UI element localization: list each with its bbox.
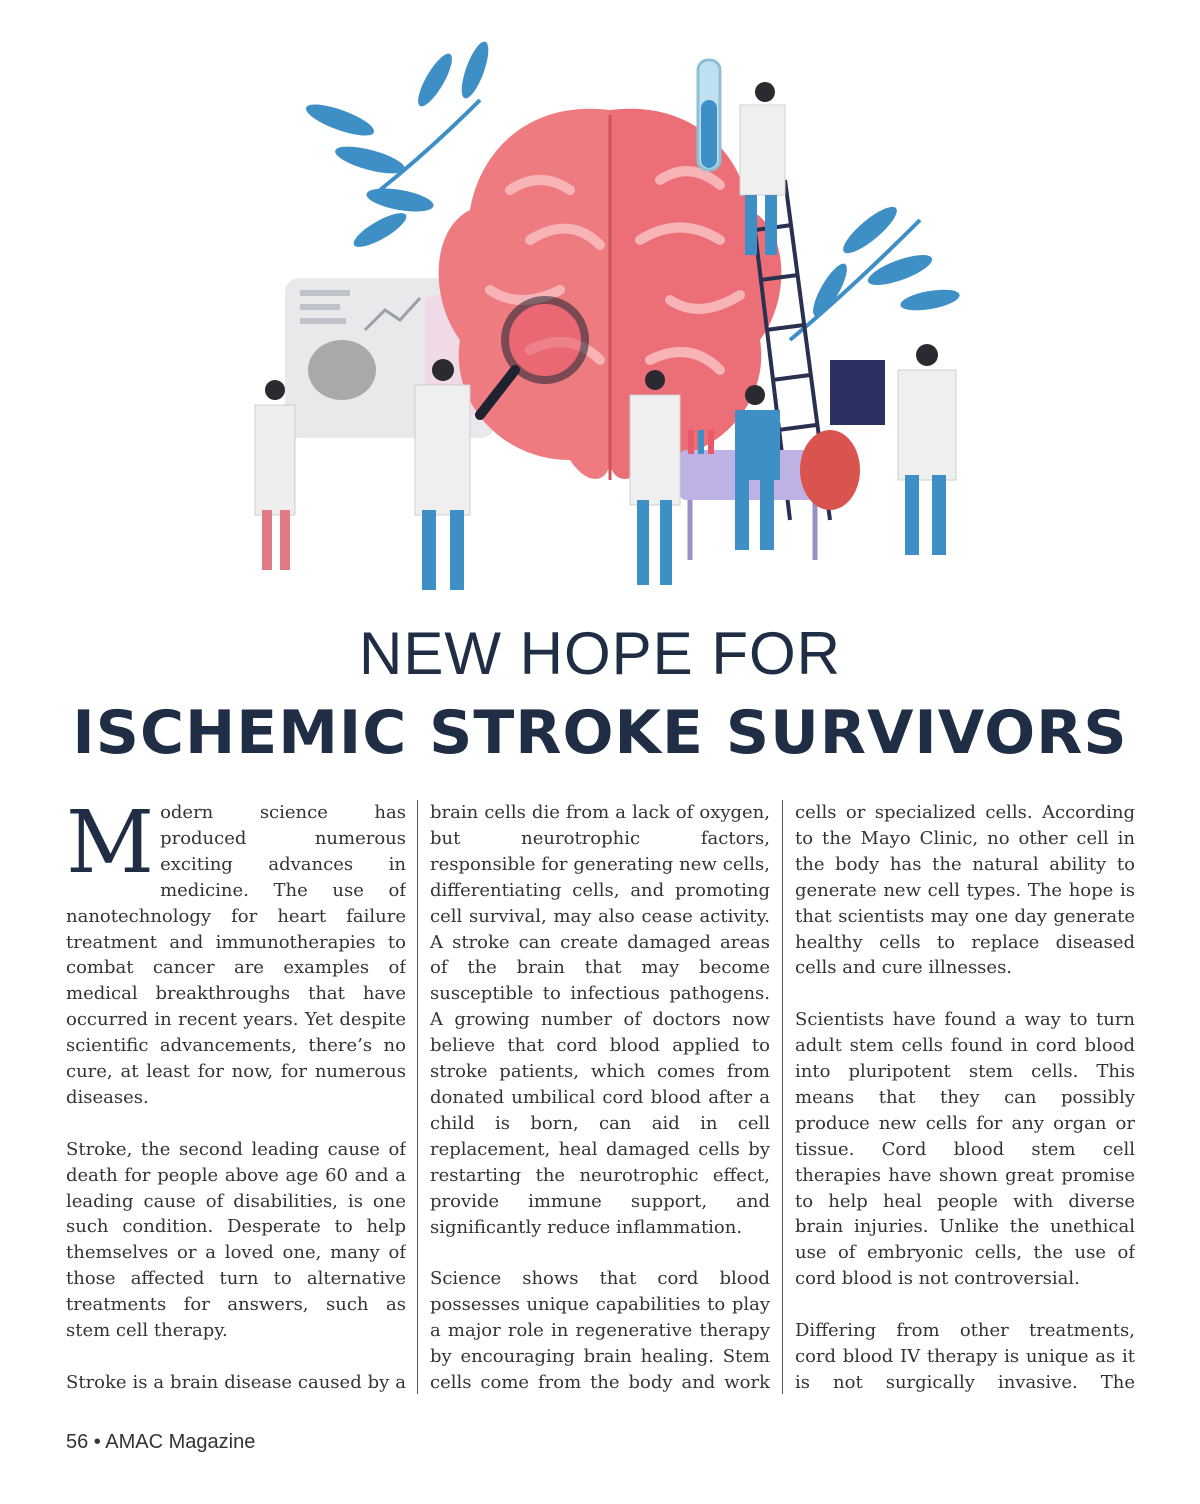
- scientist-figure-1: [255, 380, 295, 570]
- article-column-3: [795, 800, 1135, 1394]
- xray-board-icon: [830, 360, 885, 425]
- paragraph: brain cells die from a lack of oxygen, but neurotrophic factors, responsible for generating new cells, differentiating cells, and promoting cell survival, may also cease activity. A stroke can create damaged areas of the brain that may become susceptible to infectious pathogens. A growing number of doctors now believe that cord blood applied to stroke patients, which comes from donated umbilical cord blood after a child is born, can aid in cell replacement, heal damaged cells by restarting the neurotrophic effect, provide immune support, and significantly reduce inflammation.: [430, 802, 770, 1238]
- paragraph: cells or specialized cells. According to the Mayo Clinic, no other cell in the body has the natural ability to generate new cell types. The hope is that scientists may one day generate healthy cells to replace diseased cells and cure illnesses.: [795, 802, 1135, 979]
- paragraph: Scientists have found a way to turn adult stem cells found in cord blood into pluripotent stem cells. This means that they can possibly produce new cells for any organ or tissue. Cord blood stem cell therapies have shown great promise to help heal people with diverse brain injuries. Unlike the unethical use of embryonic cells, the use of cord blood is not controversial.: [795, 1009, 1135, 1290]
- paragraph: Stroke is a brain disease caused by a: [66, 1371, 406, 1393]
- article-body: [66, 800, 1134, 1394]
- brain-icon: [439, 109, 782, 480]
- leaf-branch-right-icon: [790, 200, 961, 340]
- paragraph: Stroke, the second leading cause of death for people above age 60 and a leading cause of disabilities, is one such condition. Desperate to help themselves or a loved one, many of those affected turn to alternative treatments for answers, such as stem cell therapy.: [66, 1138, 406, 1342]
- paragraph: Modern science has produced numerous exciting advances in medicine. The use of nanotechnology for heart failure treatment and immunotherapies to combat cancer are examples of medical breakthroughs that have occurred in recent years. Yet despite scientific advancements, there’s no cure, at least for now, for numerous diseases.: [66, 800, 406, 1108]
- paragraph: Science shows that cord blood possesses unique capabilities to play a major role in regenerative therapy by encouraging brain healing. Stem cells come from the body and work: [430, 1268, 770, 1393]
- scientist-figure-6: [898, 344, 956, 555]
- small-brain-icon: [308, 340, 376, 400]
- headline-line-2: ISCHEMIC STROKE SURVIVORS: [72, 698, 1128, 768]
- drop-cap: M: [66, 800, 155, 893]
- paragraph: Differing from other treatments, cord blood IV therapy is unique as it is not surgically invasive. The: [795, 1320, 1135, 1393]
- scientist-figure-2: [415, 359, 470, 590]
- article-headline: [0, 618, 1200, 774]
- brain-research-illustration: [230, 40, 990, 600]
- scientist-figure-3: [630, 370, 680, 585]
- headline-line-1: NEW HOPE FOR: [358, 620, 841, 687]
- article-column-1: [66, 800, 406, 1394]
- page-footer: 56 • AMAC Magazine: [66, 1431, 256, 1453]
- article-column-2: [430, 800, 770, 1394]
